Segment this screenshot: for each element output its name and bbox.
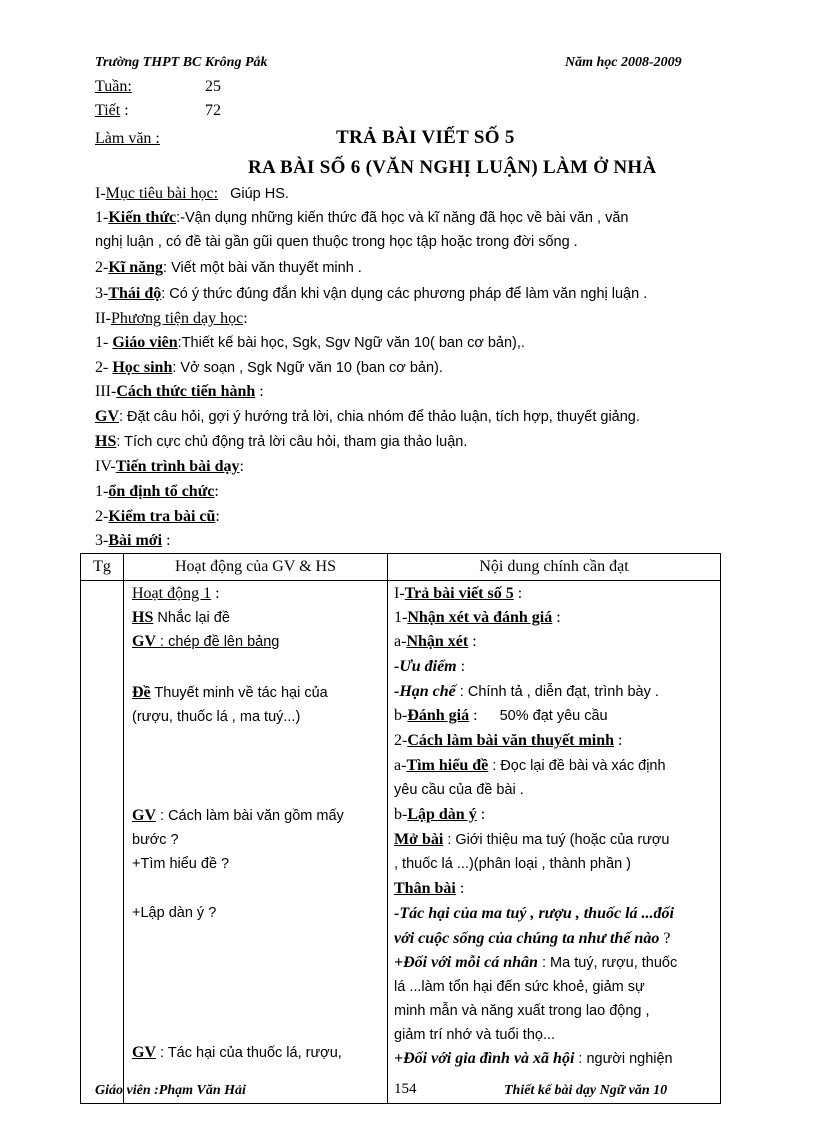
s-text: : Viết một bài văn thuyết minh . [163, 260, 362, 276]
c4-text: -Ưu điểm [394, 658, 457, 675]
p2-colon: : [215, 508, 220, 525]
student-means-line [95, 359, 443, 377]
gv2-text: : Đặt câu hỏi, gợi ý hướng trả lời, chia nhóm để thảo luận, tích hợp, thuyết giảng. [119, 409, 640, 425]
content-c7 [394, 732, 622, 750]
p2-label: Kiểm tra bài cũ [108, 508, 216, 525]
act-hs-text: Nhắc lại đề [153, 610, 230, 626]
c7-prefix: 2- [394, 732, 408, 749]
content-c10 [394, 831, 670, 849]
activity-topic [132, 684, 328, 702]
c2-prefix: 1- [394, 609, 408, 626]
content-c11 [394, 880, 464, 898]
table-header-row [81, 554, 721, 581]
c8-prefix: a- [394, 757, 407, 774]
act-de-text2: (rượu, thuốc lá , ma tuý...) [132, 709, 301, 725]
lesson-table [80, 553, 721, 1104]
content-c15 [394, 978, 645, 996]
c9-prefix: b- [394, 806, 408, 823]
p3-prefix: 3- [95, 532, 109, 549]
s2-prefix: II- [95, 310, 111, 327]
act-gv2-text2: bước ? [132, 832, 179, 848]
activity-gv2-2 [132, 831, 179, 849]
skill-line [95, 259, 362, 277]
a-label: Thái độ [108, 285, 162, 302]
hs2-text: : Tích cực chủ động trả lời câu hỏi, tham gia thảo luận. [116, 434, 468, 450]
s4-label: Tiến trình bài dạy [115, 458, 240, 475]
week-value: 25 [205, 78, 221, 95]
content-c8-2 [394, 781, 524, 799]
c5-text: : Chính tả , diễn đạt, trình bày . [455, 684, 659, 700]
content-c2 [394, 609, 561, 627]
method-hs-line [95, 433, 467, 451]
knowledge-line2 [95, 233, 578, 251]
c13-q: ? [659, 930, 671, 947]
s2-label: Phương tiện dạy học [110, 310, 244, 327]
section-means [95, 310, 248, 328]
content-c16 [394, 1002, 650, 1020]
activity-q2 [132, 904, 216, 922]
act-hs-label: HS [132, 609, 154, 626]
attitude-line [95, 285, 647, 303]
c14-label: +Đối với mỗi cá nhân [394, 954, 538, 971]
gv-text: :Thiết kế bài học, Sgk, Sgv Ngữ văn 10( ban cơ bản),. [177, 335, 525, 351]
table-row [81, 581, 721, 1104]
c16-text: minh mẫn và năng xuất trong lao động , [394, 1003, 650, 1019]
week-row [95, 78, 132, 96]
content-c1 [394, 585, 522, 603]
step1-line [95, 483, 219, 501]
c1-prefix: I- [394, 585, 405, 602]
act-q2: +Lập dàn ý ? [132, 905, 217, 921]
s4-colon: : [239, 458, 244, 475]
c10-label: Mở bài [394, 831, 444, 848]
activity-hd1 [132, 585, 220, 603]
p1-label: ổn định tổ chức [108, 483, 215, 500]
hs-text: : Vở soạn , Sgk Ngữ văn 10 (ban cơ bản). [172, 360, 443, 376]
k-label: Kiến thức [108, 209, 177, 226]
act-gv1-label: GV [132, 633, 156, 650]
c9-label: Lập dàn ý [407, 806, 477, 823]
teacher-means-line [95, 334, 525, 352]
k-text2: nghị luận , có đề tài gần gũi quen thuộc trong học tập hoặc trong đời sống . [95, 234, 578, 250]
subject-sep: : [151, 130, 160, 147]
hd1-colon: : [211, 585, 220, 602]
c8-text: : Đọc lại đề bài và xác định [488, 758, 666, 774]
c3-label: Nhận xét [406, 633, 469, 650]
activity-gv2 [132, 807, 344, 825]
period-label: Tiết [95, 102, 121, 119]
s1-prefix: I- [95, 185, 106, 202]
c8-label: Tìm hiểu đề [406, 757, 489, 774]
a-text: : Có ý thức đúng đắn khi vận dụng các phương pháp để làm văn nghị luận . [161, 286, 648, 302]
s3-prefix: III- [95, 383, 117, 400]
c4-colon: : [456, 658, 466, 675]
period-value: 72 [205, 102, 221, 119]
s1-label: Mục tiêu bài học: [105, 185, 219, 202]
c7-label: Cách làm bài văn thuyết minh [407, 732, 615, 749]
knowledge-line1 [95, 209, 628, 227]
c6-text: 50% đạt yêu cầu [499, 708, 608, 724]
c15-text: lá ...làm tổn hại đến sức khoẻ, giảm sự [394, 979, 645, 995]
c14-text: : Ma tuý, rượu, thuốc [537, 955, 678, 971]
content-c9 [394, 806, 485, 824]
k-prefix: 1- [95, 209, 109, 226]
c17-text: giảm trí nhớ và tuổi thọ... [394, 1027, 556, 1043]
content-c18 [394, 1050, 673, 1068]
hs-prefix: 2- [95, 359, 113, 376]
c5-label: -Hạn chế [394, 683, 456, 700]
content-c3 [394, 633, 477, 651]
p3-colon: : [162, 532, 171, 549]
act-gv3-text: : Tác hại của thuốc lá, rượu, [156, 1045, 342, 1061]
c3-colon: : [468, 633, 477, 650]
content-c4 [394, 658, 465, 676]
section-method [95, 383, 264, 401]
c10-text: : Giới thiệu ma tuý (hoặc của rượu [443, 832, 670, 848]
step2-line [95, 508, 220, 526]
s-label: Kĩ năng [108, 259, 164, 276]
content-c13 [394, 930, 670, 948]
subject-label: Làm văn [95, 130, 152, 147]
c13-text: với cuộc sống của chúng ta như thế nào [394, 930, 660, 947]
c18-text: : người nghiện [574, 1051, 673, 1067]
footer-book: Thiết kế bài dạy Ngữ văn 10 [504, 1083, 668, 1098]
title-line1: TRẢ BÀI VIẾT SỐ 5 [336, 127, 515, 148]
c1-label: Trả bài viết số 5 [404, 585, 514, 602]
gv-prefix: 1- [95, 334, 113, 351]
c12-text: -Tác hại của ma tuý , rượu , thuốc lá ...đối [394, 905, 674, 922]
week-label: Tuần: [95, 78, 132, 95]
a-prefix: 3- [95, 285, 109, 302]
content-cell [388, 581, 721, 1104]
s3-label: Cách thức tiến hành [116, 383, 256, 400]
time-cell [81, 581, 124, 1104]
act-gv2-label: GV [132, 807, 156, 824]
section-process [95, 458, 244, 476]
activities-cell [124, 581, 388, 1104]
s2-colon: : [243, 310, 248, 327]
act-gv3-label: GV [132, 1044, 156, 1061]
k-text1: :-Vận dụng những kiến thức đã học và kĩ năng đã học về bài văn , văn [176, 210, 629, 226]
content-c5 [394, 683, 659, 701]
c11-colon: : [455, 880, 465, 897]
s4-prefix: IV- [95, 458, 116, 475]
method-gv-line [95, 408, 640, 426]
s-prefix: 2- [95, 259, 109, 276]
c9-colon: : [476, 806, 486, 823]
c1-colon: : [513, 585, 523, 602]
content-c6 [394, 707, 608, 725]
act-de-text: Thuyết minh về tác hại của [150, 685, 328, 701]
act-gv2-text: : Cách làm bài văn gồm mấy [156, 808, 344, 824]
p1-prefix: 1- [95, 483, 109, 500]
period-row [95, 102, 129, 120]
gv-label: Giáo viên [112, 334, 178, 351]
content-c8 [394, 757, 666, 775]
header-activities: Hoạt động của GV & HS [124, 554, 388, 581]
c10-text2: , thuốc lá ...)(phân loại , thành phần ) [394, 856, 631, 872]
p1-colon: : [214, 483, 219, 500]
c11-label: Thân bài [394, 880, 456, 897]
c6-label: Đánh giá [407, 707, 470, 724]
c2-colon: : [552, 609, 561, 626]
gv2-label: GV [95, 408, 119, 425]
s3-colon: : [255, 383, 264, 400]
activity-q1 [132, 855, 229, 873]
subject-row [95, 130, 160, 148]
activity-topic-2 [132, 708, 300, 726]
hs2-label: HS [95, 433, 117, 450]
act-q1: +Tìm hiểu đề ? [132, 856, 230, 872]
c18-label: +Đối với gia đình và xã hội [394, 1050, 575, 1067]
act-de-label: Đề [132, 684, 151, 701]
c3-prefix: a- [394, 633, 407, 650]
c6-prefix: b- [394, 707, 408, 724]
act-gv1-text: : chép đề lên bảng [156, 634, 280, 650]
p3-label: Bài mới [108, 532, 163, 549]
activity-hs [132, 609, 230, 627]
content-c17 [394, 1026, 555, 1044]
s1-text: Giúp HS. [230, 186, 289, 202]
p2-prefix: 2- [95, 508, 109, 525]
activity-gv3 [132, 1044, 342, 1062]
c6-colon: : [469, 707, 478, 724]
hs-label: Học sinh [112, 359, 173, 376]
page-number: 154 [394, 1081, 417, 1097]
c2-label: Nhận xét và đánh giá [407, 609, 553, 626]
step3-line [95, 532, 171, 550]
period-sep: : [124, 102, 129, 119]
title-line2: RA BÀI SỐ 6 (VĂN NGHỊ LUẬN) LÀM Ở NHÀ [248, 157, 657, 178]
school-name: Trường THPT BC Krông Pắk [95, 55, 268, 70]
content-c10-2 [394, 855, 631, 873]
c8-text2: yêu cầu của đề bài . [394, 782, 524, 798]
school-year: Năm học 2008-2009 [565, 55, 682, 70]
footer-teacher: Giáo viên :Phạm Văn Hải [95, 1083, 246, 1098]
header-content: Nội dung chính cần đạt [388, 554, 721, 581]
c7-colon: : [614, 732, 623, 749]
activity-gv1 [132, 633, 279, 651]
hd1-label: Hoạt động 1 [132, 585, 212, 602]
header-time: Tg [81, 554, 124, 581]
section-objectives [95, 185, 289, 203]
content-c12 [394, 905, 674, 923]
content-c14 [394, 954, 677, 972]
